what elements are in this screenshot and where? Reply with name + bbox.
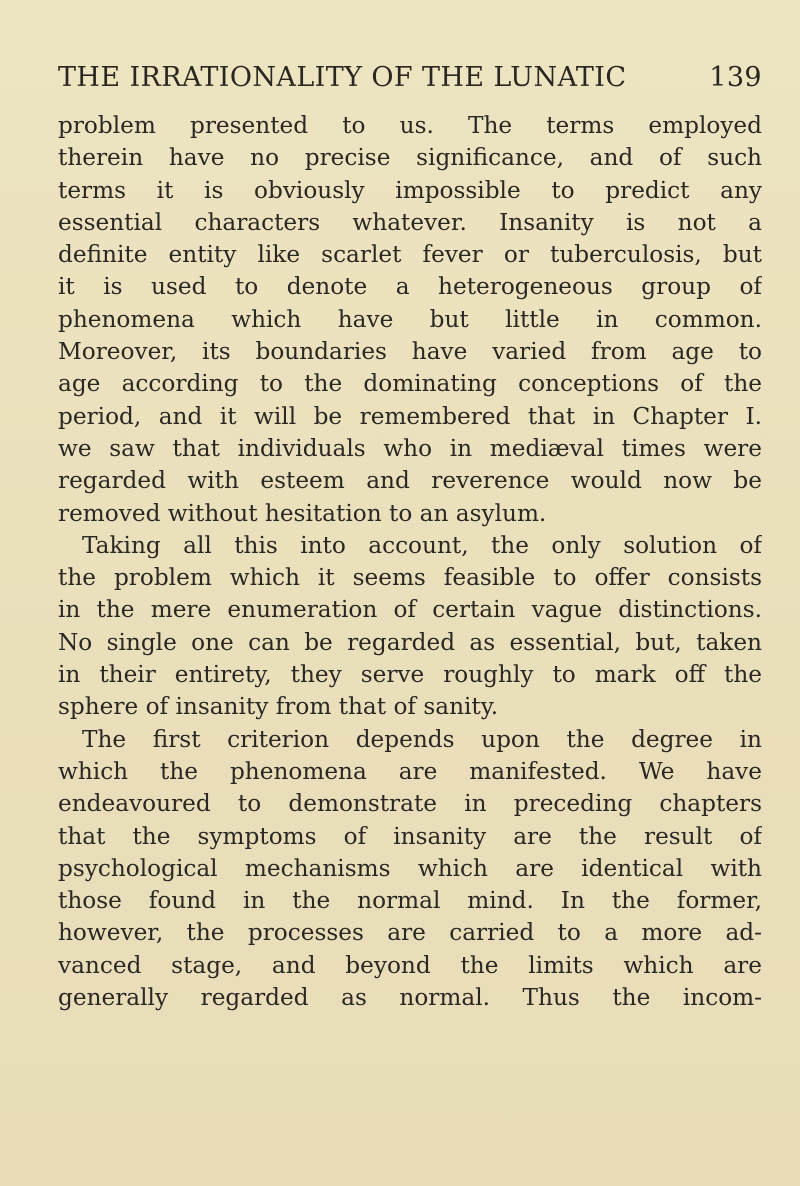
text-line: Taking all this into account, the only solution of bbox=[82, 531, 762, 559]
text-line: Moreover, its boundaries have varied from age to bbox=[58, 338, 762, 366]
text-line: it is used to denote a heterogeneous group of bbox=[58, 273, 762, 301]
text-line: The first criterion depends upon the degree in bbox=[82, 725, 762, 753]
text-line: definite entity like scarlet fever or tuberculosis, but bbox=[58, 241, 762, 269]
text-line: endeavoured to demonstrate in preceding chapters bbox=[58, 790, 762, 818]
text-line: regarded with esteem and reverence would now be bbox=[58, 467, 762, 495]
text-line: vanced stage, and beyond the limits which are bbox=[58, 951, 762, 979]
text-line: in the mere enumeration of certain vague distinctions. bbox=[58, 596, 762, 624]
text-line: therein have no precise significance, and of such bbox=[58, 144, 762, 172]
running-title: THE IRRATIONALITY OF THE LUNATIC bbox=[58, 62, 627, 93]
text-line: we saw that individuals who in mediæval times were bbox=[58, 434, 762, 462]
text-line: phenomena which have but little in common. bbox=[58, 305, 762, 333]
body-text bbox=[58, 110, 762, 1014]
text-line: psychological mechanisms which are identical with bbox=[58, 854, 762, 882]
text-line: essential characters whatever. Insanity is not a bbox=[58, 208, 762, 236]
text-line: that the symptoms of insanity are the result of bbox=[58, 822, 762, 850]
text-line: generally regarded as normal. Thus the incom- bbox=[58, 984, 762, 1012]
text-line: terms it is obviously impossible to predict any bbox=[58, 176, 762, 204]
text-line: age according to the dominating conceptions of the bbox=[58, 370, 762, 398]
text-line: period, and it will be remembered that in Chapter I. bbox=[58, 402, 762, 430]
text-line: problem presented to us. The terms employed bbox=[58, 112, 762, 139]
text-line: in their entirety, they serve roughly to mark off the bbox=[58, 661, 762, 689]
text-line: removed without hesitation to an asylum. bbox=[58, 499, 547, 527]
text-line: No single one can be regarded as essential, but, taken bbox=[58, 628, 762, 656]
page-number: 139 bbox=[709, 62, 762, 93]
page-header bbox=[58, 62, 762, 104]
text-line: which the phenomena are manifested. We have bbox=[58, 757, 762, 785]
text-line: sphere of insanity from that of sanity. bbox=[58, 693, 499, 721]
text-line: the problem which it seems feasible to offer consists bbox=[58, 564, 762, 592]
text-line: those found in the normal mind. In the former, bbox=[58, 887, 762, 915]
text-line: however, the processes are carried to a more ad- bbox=[58, 919, 762, 947]
